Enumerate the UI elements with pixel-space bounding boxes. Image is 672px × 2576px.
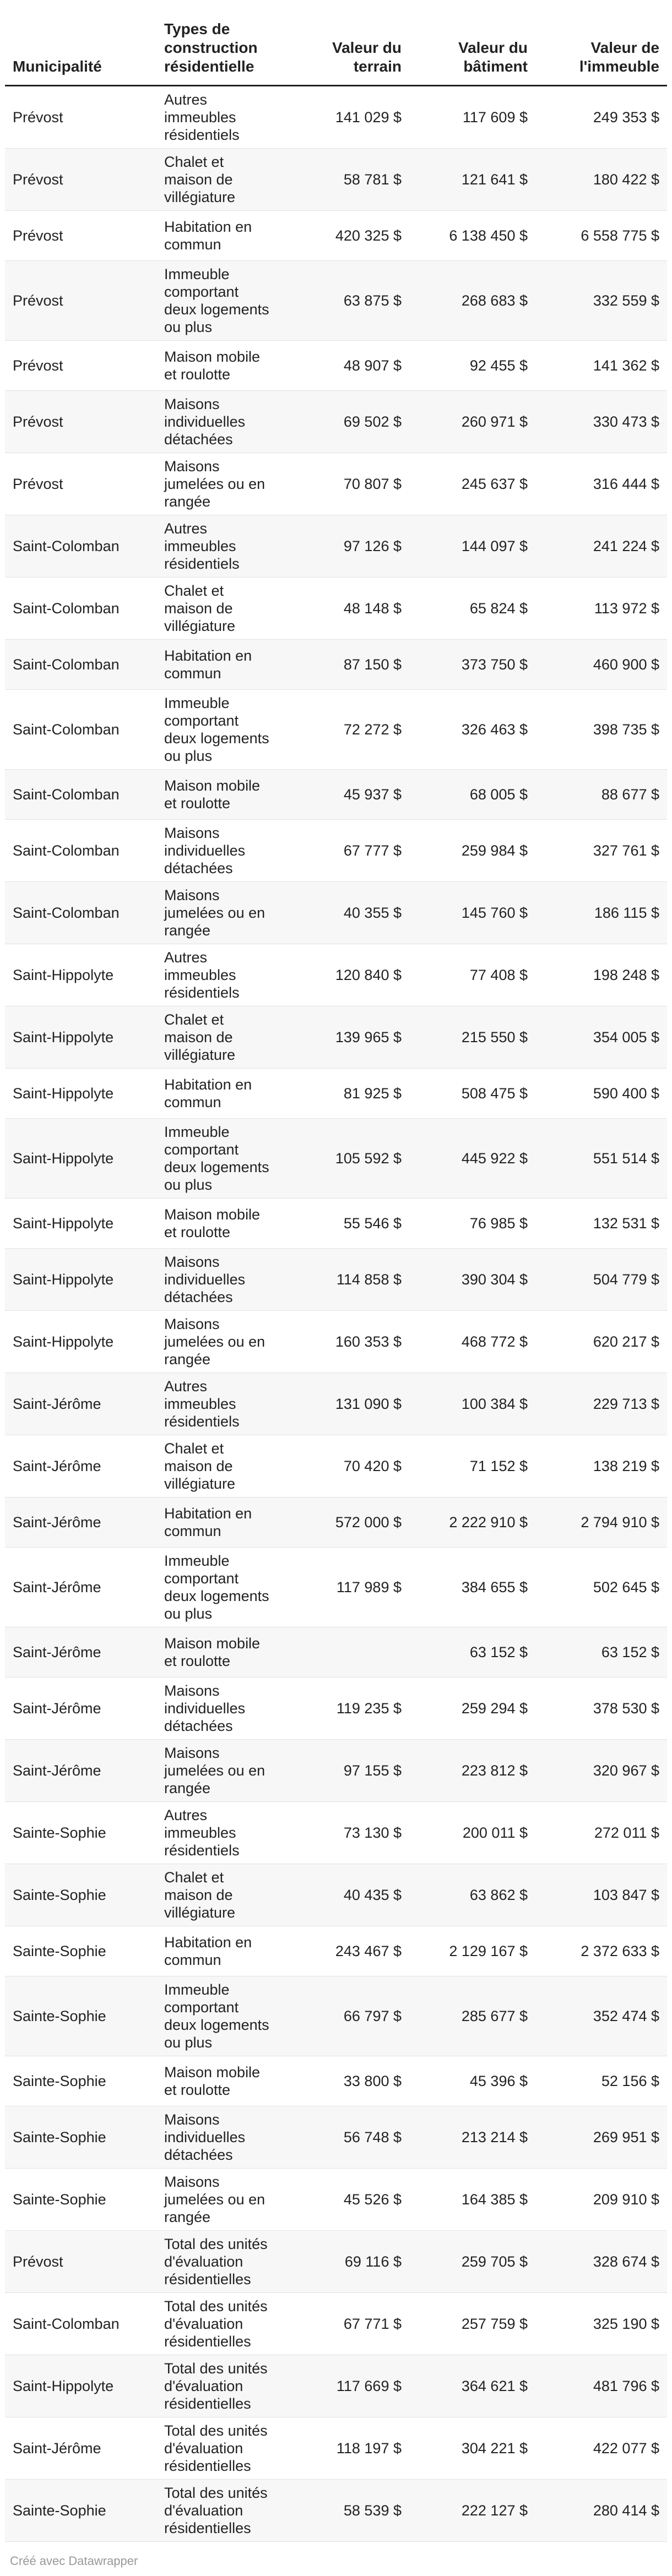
table-row [5, 2056, 667, 2106]
cell-building-value: 259 705 $ [409, 2231, 535, 2293]
cell-land-value: 420 325 $ [281, 211, 409, 261]
cell-construction-type: Immeuble comportant deux logements ou plus [156, 1548, 281, 1627]
cell-land-value: 67 771 $ [281, 2293, 409, 2355]
cell-building-value: 468 772 $ [409, 1311, 535, 1373]
cell-property-value: 354 005 $ [535, 1006, 667, 1069]
cell-land-value: 48 148 $ [281, 578, 409, 640]
cell-municipality: Saint-Hippolyte [5, 1249, 156, 1311]
cell-property-value: 229 713 $ [535, 1373, 667, 1435]
cell-land-value: 48 907 $ [281, 341, 409, 391]
cell-land-value: 55 546 $ [281, 1199, 409, 1249]
cell-construction-type: Maisons individuelles détachées [156, 820, 281, 882]
cell-property-value: 88 677 $ [535, 770, 667, 820]
cell-building-value: 45 396 $ [409, 2056, 535, 2106]
cell-property-value: 332 559 $ [535, 261, 667, 341]
cell-property-value: 6 558 775 $ [535, 211, 667, 261]
cell-construction-type: Maisons jumelées ou en rangée [156, 453, 281, 515]
cell-building-value: 200 011 $ [409, 1802, 535, 1864]
credit-footer: Créé avec Datawrapper [10, 2554, 138, 2568]
header-construction-type[interactable]: Types de construction résidentielle [156, 0, 281, 86]
cell-building-value: 508 475 $ [409, 1069, 535, 1119]
cell-land-value: 33 800 $ [281, 2056, 409, 2106]
cell-municipality: Saint-Colomban [5, 578, 156, 640]
cell-property-value: 481 796 $ [535, 2355, 667, 2417]
cell-municipality: Sainte-Sophie [5, 2169, 156, 2231]
cell-municipality: Saint-Jérôme [5, 1373, 156, 1435]
cell-property-value: 502 645 $ [535, 1548, 667, 1627]
cell-municipality: Sainte-Sophie [5, 2106, 156, 2169]
header-municipality[interactable]: Municipalité [5, 0, 156, 86]
cell-building-value: 145 760 $ [409, 882, 535, 944]
cell-property-value: 52 156 $ [535, 2056, 667, 2106]
table-row [5, 770, 667, 820]
cell-land-value: 105 592 $ [281, 1119, 409, 1199]
cell-construction-type: Chalet et maison de villégiature [156, 1864, 281, 1926]
table-header-row [5, 0, 667, 86]
cell-property-value: 378 530 $ [535, 1678, 667, 1740]
table-body [5, 86, 667, 2542]
cell-building-value: 259 294 $ [409, 1678, 535, 1740]
cell-municipality: Saint-Jérôme [5, 1548, 156, 1627]
cell-municipality: Saint-Jérôme [5, 1678, 156, 1740]
cell-property-value: 328 674 $ [535, 2231, 667, 2293]
table-row [5, 1548, 667, 1627]
cell-land-value: 97 126 $ [281, 515, 409, 578]
cell-building-value: 222 127 $ [409, 2480, 535, 2542]
cell-land-value: 117 989 $ [281, 1548, 409, 1627]
table-row [5, 2480, 667, 2542]
cell-property-value: 320 967 $ [535, 1740, 667, 1802]
cell-municipality: Saint-Jérôme [5, 1627, 156, 1678]
cell-land-value: 73 130 $ [281, 1802, 409, 1864]
cell-construction-type: Autres immeubles résidentiels [156, 86, 281, 149]
cell-construction-type: Maison mobile et roulotte [156, 341, 281, 391]
header-land-value[interactable]: Valeur du terrain [281, 0, 409, 86]
table-row [5, 1740, 667, 1802]
cell-construction-type: Habitation en commun [156, 1926, 281, 1976]
cell-municipality: Saint-Hippolyte [5, 944, 156, 1006]
cell-building-value: 164 385 $ [409, 2169, 535, 2231]
cell-building-value: 215 550 $ [409, 1006, 535, 1069]
table-row [5, 944, 667, 1006]
cell-land-value: 40 355 $ [281, 882, 409, 944]
cell-building-value: 63 152 $ [409, 1627, 535, 1678]
cell-property-value: 198 248 $ [535, 944, 667, 1006]
cell-construction-type: Maisons jumelées ou en rangée [156, 2169, 281, 2231]
cell-municipality: Saint-Hippolyte [5, 1119, 156, 1199]
cell-construction-type: Maisons jumelées ou en rangée [156, 1311, 281, 1373]
cell-building-value: 384 655 $ [409, 1548, 535, 1627]
cell-property-value: 330 473 $ [535, 391, 667, 453]
cell-property-value: 103 847 $ [535, 1864, 667, 1926]
cell-municipality: Prévost [5, 86, 156, 149]
cell-municipality: Sainte-Sophie [5, 2056, 156, 2106]
cell-municipality: Prévost [5, 211, 156, 261]
table-row [5, 1435, 667, 1497]
cell-building-value: 245 637 $ [409, 453, 535, 515]
table-row [5, 211, 667, 261]
cell-property-value: 180 422 $ [535, 149, 667, 211]
cell-construction-type: Chalet et maison de villégiature [156, 149, 281, 211]
table-row [5, 2106, 667, 2169]
table-row [5, 2417, 667, 2480]
cell-property-value: 138 219 $ [535, 1435, 667, 1497]
cell-building-value: 2 129 167 $ [409, 1926, 535, 1976]
cell-construction-type: Maisons individuelles détachées [156, 1678, 281, 1740]
cell-construction-type: Maisons individuelles détachées [156, 391, 281, 453]
cell-land-value: 40 435 $ [281, 1864, 409, 1926]
cell-building-value: 390 304 $ [409, 1249, 535, 1311]
table-row [5, 453, 667, 515]
cell-municipality: Saint-Jérôme [5, 2417, 156, 2480]
cell-construction-type: Immeuble comportant deux logements ou plus [156, 1976, 281, 2056]
cell-building-value: 260 971 $ [409, 391, 535, 453]
cell-construction-type: Total des unités d'évaluation résidentielles [156, 2231, 281, 2293]
cell-construction-type: Chalet et maison de villégiature [156, 1006, 281, 1069]
table-row [5, 391, 667, 453]
table-row [5, 86, 667, 149]
cell-construction-type: Maisons individuelles détachées [156, 1249, 281, 1311]
cell-land-value: 70 807 $ [281, 453, 409, 515]
cell-building-value: 304 221 $ [409, 2417, 535, 2480]
cell-land-value: 160 353 $ [281, 1311, 409, 1373]
cell-property-value: 280 414 $ [535, 2480, 667, 2542]
cell-construction-type: Chalet et maison de villégiature [156, 1435, 281, 1497]
cell-construction-type: Habitation en commun [156, 211, 281, 261]
cell-building-value: 285 677 $ [409, 1976, 535, 2056]
cell-land-value: 243 467 $ [281, 1926, 409, 1976]
cell-property-value: 272 011 $ [535, 1802, 667, 1864]
cell-land-value: 572 000 $ [281, 1497, 409, 1548]
cell-property-value: 398 735 $ [535, 690, 667, 770]
cell-municipality: Prévost [5, 453, 156, 515]
cell-construction-type: Maison mobile et roulotte [156, 1199, 281, 1249]
cell-land-value: 69 502 $ [281, 391, 409, 453]
cell-property-value: 2 794 910 $ [535, 1497, 667, 1548]
cell-property-value: 2 372 633 $ [535, 1926, 667, 1976]
cell-construction-type: Autres immeubles résidentiels [156, 1802, 281, 1864]
cell-building-value: 259 984 $ [409, 820, 535, 882]
cell-building-value: 68 005 $ [409, 770, 535, 820]
table-row [5, 690, 667, 770]
cell-construction-type: Maisons jumelées ou en rangée [156, 1740, 281, 1802]
cell-property-value: 327 761 $ [535, 820, 667, 882]
cell-municipality: Saint-Hippolyte [5, 1006, 156, 1069]
cell-building-value: 121 641 $ [409, 149, 535, 211]
cell-construction-type: Total des unités d'évaluation résidentielles [156, 2417, 281, 2480]
cell-property-value: 141 362 $ [535, 341, 667, 391]
cell-land-value: 118 197 $ [281, 2417, 409, 2480]
cell-construction-type: Autres immeubles résidentiels [156, 515, 281, 578]
cell-construction-type: Total des unités d'évaluation résidentielles [156, 2480, 281, 2542]
cell-municipality: Saint-Colomban [5, 770, 156, 820]
cell-building-value: 77 408 $ [409, 944, 535, 1006]
cell-construction-type: Maisons jumelées ou en rangée [156, 882, 281, 944]
cell-land-value: 70 420 $ [281, 1435, 409, 1497]
cell-building-value: 373 750 $ [409, 640, 535, 690]
cell-property-value: 551 514 $ [535, 1119, 667, 1199]
cell-land-value: 72 272 $ [281, 690, 409, 770]
cell-municipality: Saint-Colomban [5, 515, 156, 578]
cell-municipality: Sainte-Sophie [5, 2480, 156, 2542]
table-row [5, 578, 667, 640]
cell-land-value: 141 029 $ [281, 86, 409, 149]
cell-building-value: 76 985 $ [409, 1199, 535, 1249]
cell-building-value: 92 455 $ [409, 341, 535, 391]
header-property-value[interactable]: Valeur de l'immeuble [535, 0, 667, 86]
cell-property-value: 269 951 $ [535, 2106, 667, 2169]
cell-land-value: 114 858 $ [281, 1249, 409, 1311]
cell-building-value: 445 922 $ [409, 1119, 535, 1199]
cell-land-value: 120 840 $ [281, 944, 409, 1006]
cell-land-value [281, 1627, 409, 1678]
cell-land-value: 139 965 $ [281, 1006, 409, 1069]
cell-municipality: Prévost [5, 261, 156, 341]
cell-property-value: 132 531 $ [535, 1199, 667, 1249]
cell-property-value: 186 115 $ [535, 882, 667, 944]
cell-construction-type: Immeuble comportant deux logements ou plus [156, 690, 281, 770]
cell-building-value: 71 152 $ [409, 1435, 535, 1497]
cell-municipality: Saint-Colomban [5, 820, 156, 882]
cell-municipality: Saint-Hippolyte [5, 1199, 156, 1249]
cell-municipality: Saint-Colomban [5, 882, 156, 944]
cell-property-value: 352 474 $ [535, 1976, 667, 2056]
cell-building-value: 144 097 $ [409, 515, 535, 578]
table-row [5, 2169, 667, 2231]
cell-construction-type: Maisons individuelles détachées [156, 2106, 281, 2169]
cell-construction-type: Maison mobile et roulotte [156, 2056, 281, 2106]
cell-municipality: Saint-Jérôme [5, 1435, 156, 1497]
cell-construction-type: Habitation en commun [156, 1497, 281, 1548]
cell-municipality: Saint-Hippolyte [5, 1311, 156, 1373]
cell-municipality: Saint-Jérôme [5, 1740, 156, 1802]
cell-municipality: Sainte-Sophie [5, 1976, 156, 2056]
cell-municipality: Saint-Hippolyte [5, 1069, 156, 1119]
cell-land-value: 69 116 $ [281, 2231, 409, 2293]
cell-building-value: 117 609 $ [409, 86, 535, 149]
cell-land-value: 67 777 $ [281, 820, 409, 882]
cell-construction-type: Total des unités d'évaluation résidentielles [156, 2355, 281, 2417]
table-row [5, 1926, 667, 1976]
cell-property-value: 316 444 $ [535, 453, 667, 515]
cell-construction-type: Immeuble comportant deux logements ou plus [156, 1119, 281, 1199]
cell-property-value: 113 972 $ [535, 578, 667, 640]
cell-property-value: 620 217 $ [535, 1311, 667, 1373]
table-row [5, 820, 667, 882]
cell-land-value: 87 150 $ [281, 640, 409, 690]
cell-building-value: 364 621 $ [409, 2355, 535, 2417]
cell-construction-type: Total des unités d'évaluation résidentielles [156, 2293, 281, 2355]
cell-land-value: 119 235 $ [281, 1678, 409, 1740]
cell-construction-type: Maison mobile et roulotte [156, 1627, 281, 1678]
cell-municipality: Prévost [5, 149, 156, 211]
cell-municipality: Sainte-Sophie [5, 1926, 156, 1976]
cell-municipality: Saint-Colomban [5, 690, 156, 770]
cell-property-value: 504 779 $ [535, 1249, 667, 1311]
cell-property-value: 460 900 $ [535, 640, 667, 690]
table-row [5, 882, 667, 944]
table-row [5, 1119, 667, 1199]
cell-municipality: Saint-Colomban [5, 2293, 156, 2355]
cell-building-value: 65 824 $ [409, 578, 535, 640]
cell-land-value: 45 526 $ [281, 2169, 409, 2231]
cell-land-value: 81 925 $ [281, 1069, 409, 1119]
cell-land-value: 117 669 $ [281, 2355, 409, 2417]
table-row [5, 2355, 667, 2417]
header-building-value[interactable]: Valeur du bâtiment [409, 0, 535, 86]
table-row [5, 515, 667, 578]
cell-building-value: 100 384 $ [409, 1373, 535, 1435]
table-row [5, 1678, 667, 1740]
table-row [5, 1976, 667, 2056]
table-row [5, 1864, 667, 1926]
table-row [5, 1802, 667, 1864]
cell-building-value: 63 862 $ [409, 1864, 535, 1926]
cell-land-value: 58 781 $ [281, 149, 409, 211]
table-row [5, 341, 667, 391]
cell-construction-type: Habitation en commun [156, 640, 281, 690]
table-row [5, 1249, 667, 1311]
cell-municipality: Sainte-Sophie [5, 1864, 156, 1926]
cell-property-value: 422 077 $ [535, 2417, 667, 2480]
cell-municipality: Prévost [5, 391, 156, 453]
cell-building-value: 268 683 $ [409, 261, 535, 341]
cell-property-value: 325 190 $ [535, 2293, 667, 2355]
table-row [5, 2293, 667, 2355]
cell-construction-type: Maison mobile et roulotte [156, 770, 281, 820]
cell-construction-type: Immeuble comportant deux logements ou plus [156, 261, 281, 341]
cell-construction-type: Autres immeubles résidentiels [156, 944, 281, 1006]
table-row [5, 1069, 667, 1119]
table-row [5, 1627, 667, 1678]
cell-construction-type: Chalet et maison de villégiature [156, 578, 281, 640]
cell-land-value: 97 155 $ [281, 1740, 409, 1802]
table-row [5, 1199, 667, 1249]
cell-property-value: 241 224 $ [535, 515, 667, 578]
cell-building-value: 326 463 $ [409, 690, 535, 770]
cell-municipality: Prévost [5, 2231, 156, 2293]
table-row [5, 640, 667, 690]
table-row [5, 261, 667, 341]
table-row [5, 1311, 667, 1373]
cell-municipality: Prévost [5, 341, 156, 391]
cell-municipality: Sainte-Sophie [5, 1802, 156, 1864]
cell-construction-type: Habitation en commun [156, 1069, 281, 1119]
table-row [5, 1006, 667, 1069]
cell-land-value: 45 937 $ [281, 770, 409, 820]
table-row [5, 1373, 667, 1435]
cell-land-value: 131 090 $ [281, 1373, 409, 1435]
cell-municipality: Saint-Jérôme [5, 1497, 156, 1548]
table-row [5, 1497, 667, 1548]
cell-municipality: Saint-Colomban [5, 640, 156, 690]
cell-construction-type: Autres immeubles résidentiels [156, 1373, 281, 1435]
cell-land-value: 63 875 $ [281, 261, 409, 341]
cell-property-value: 63 152 $ [535, 1627, 667, 1678]
table-row [5, 2231, 667, 2293]
cell-building-value: 6 138 450 $ [409, 211, 535, 261]
cell-property-value: 590 400 $ [535, 1069, 667, 1119]
cell-building-value: 213 214 $ [409, 2106, 535, 2169]
cell-building-value: 2 222 910 $ [409, 1497, 535, 1548]
cell-land-value: 56 748 $ [281, 2106, 409, 2169]
cell-property-value: 249 353 $ [535, 86, 667, 149]
property-values-table [5, 0, 667, 2542]
cell-land-value: 66 797 $ [281, 1976, 409, 2056]
cell-building-value: 223 812 $ [409, 1740, 535, 1802]
cell-property-value: 209 910 $ [535, 2169, 667, 2231]
cell-building-value: 257 759 $ [409, 2293, 535, 2355]
cell-land-value: 58 539 $ [281, 2480, 409, 2542]
cell-municipality: Saint-Hippolyte [5, 2355, 156, 2417]
table-row [5, 149, 667, 211]
